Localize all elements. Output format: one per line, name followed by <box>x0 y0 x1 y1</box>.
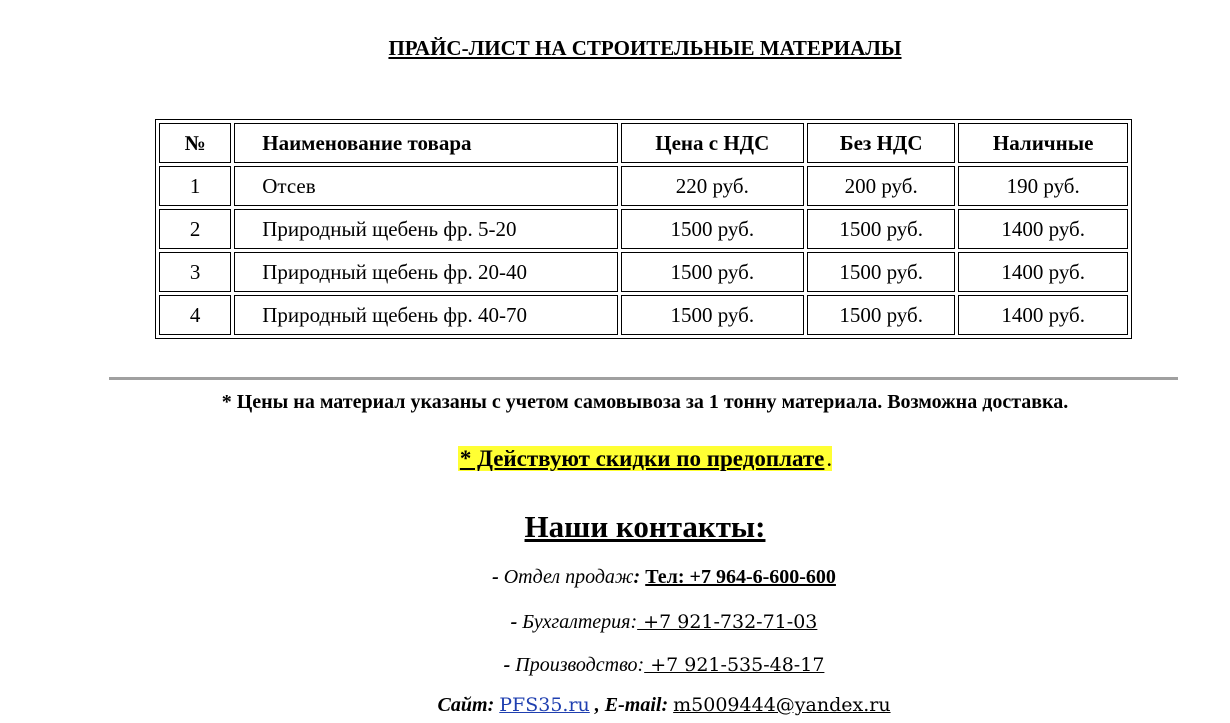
site-email-contact <box>0 694 1230 717</box>
row-num: 4 <box>159 295 231 335</box>
table-row <box>159 252 1128 292</box>
production-contact <box>0 654 1230 677</box>
sales-contact <box>0 566 1230 589</box>
pickup-note: * Цены на материал указаны с учетом самовывоза за 1 тонну материала. Возможна доставка. <box>221 391 1069 413</box>
production-phone[interactable]: +7 921-535-48-17 <box>644 654 825 676</box>
site-link[interactable]: PFS35.ru <box>499 694 590 716</box>
row-cash: 1400 руб. <box>958 252 1128 292</box>
price-table <box>155 119 1132 339</box>
email-label: E-mail: <box>604 694 669 716</box>
production-dash: - <box>503 654 516 676</box>
row-price-vat: 1500 руб. <box>621 252 804 292</box>
row-cash: 1400 руб. <box>958 295 1128 335</box>
table-row <box>159 166 1128 206</box>
header-price-vat: Цена с НДС <box>621 123 804 163</box>
row-name: Природный щебень фр. 20-40 <box>234 252 617 292</box>
row-cash: 1400 руб. <box>958 209 1128 249</box>
header-cash: Наличные <box>958 123 1128 163</box>
site-label: Сайт: <box>437 694 495 716</box>
sales-label: Отдел продаж <box>503 566 634 588</box>
page-title: ПРАЙС-ЛИСТ НА СТРОИТЕЛЬНЫЕ МАТЕРИАЛЫ <box>388 36 902 60</box>
row-price-novat: 1500 руб. <box>807 252 955 292</box>
discount-line <box>0 446 1230 472</box>
row-num: 3 <box>159 252 231 292</box>
row-price-novat: 1500 руб. <box>807 295 955 335</box>
accounting-contact <box>0 611 1230 634</box>
accounting-label: Бухгалтерия: <box>522 611 638 633</box>
accounting-phone[interactable]: +7 921-732-71-03 <box>637 611 818 633</box>
sales-colon: : <box>633 566 646 588</box>
table-row <box>159 295 1128 335</box>
contacts-title: Наши контакты: <box>524 509 766 544</box>
sales-phone[interactable]: Тел: +7 964-6-600-600 <box>645 566 836 588</box>
discount-dot: . <box>826 446 833 471</box>
discount-text: * Действуют скидки по предоплате <box>459 446 825 471</box>
horizontal-rule <box>109 377 1178 380</box>
header-name: Наименование товара <box>234 123 617 163</box>
production-label: Производство: <box>515 654 645 676</box>
accounting-dash: - <box>510 611 523 633</box>
header-price-novat: Без НДС <box>807 123 955 163</box>
row-name: Отсев <box>234 166 617 206</box>
row-num: 1 <box>159 166 231 206</box>
sales-dash: - <box>492 566 504 588</box>
row-name: Природный щебень фр. 40-70 <box>234 295 617 335</box>
header-num: № <box>159 123 231 163</box>
row-price-vat: 1500 руб. <box>621 295 804 335</box>
row-price-vat: 220 руб. <box>621 166 804 206</box>
email-link[interactable]: m5009444@yandex.ru <box>673 694 891 716</box>
table-header-row <box>159 123 1128 163</box>
row-name: Природный щебень фр. 5-20 <box>234 209 617 249</box>
table-row <box>159 209 1128 249</box>
row-cash: 190 руб. <box>958 166 1128 206</box>
row-price-vat: 1500 руб. <box>621 209 804 249</box>
row-price-novat: 1500 руб. <box>807 209 955 249</box>
row-price-novat: 200 руб. <box>807 166 955 206</box>
site-separator: , <box>589 694 605 716</box>
row-num: 2 <box>159 209 231 249</box>
